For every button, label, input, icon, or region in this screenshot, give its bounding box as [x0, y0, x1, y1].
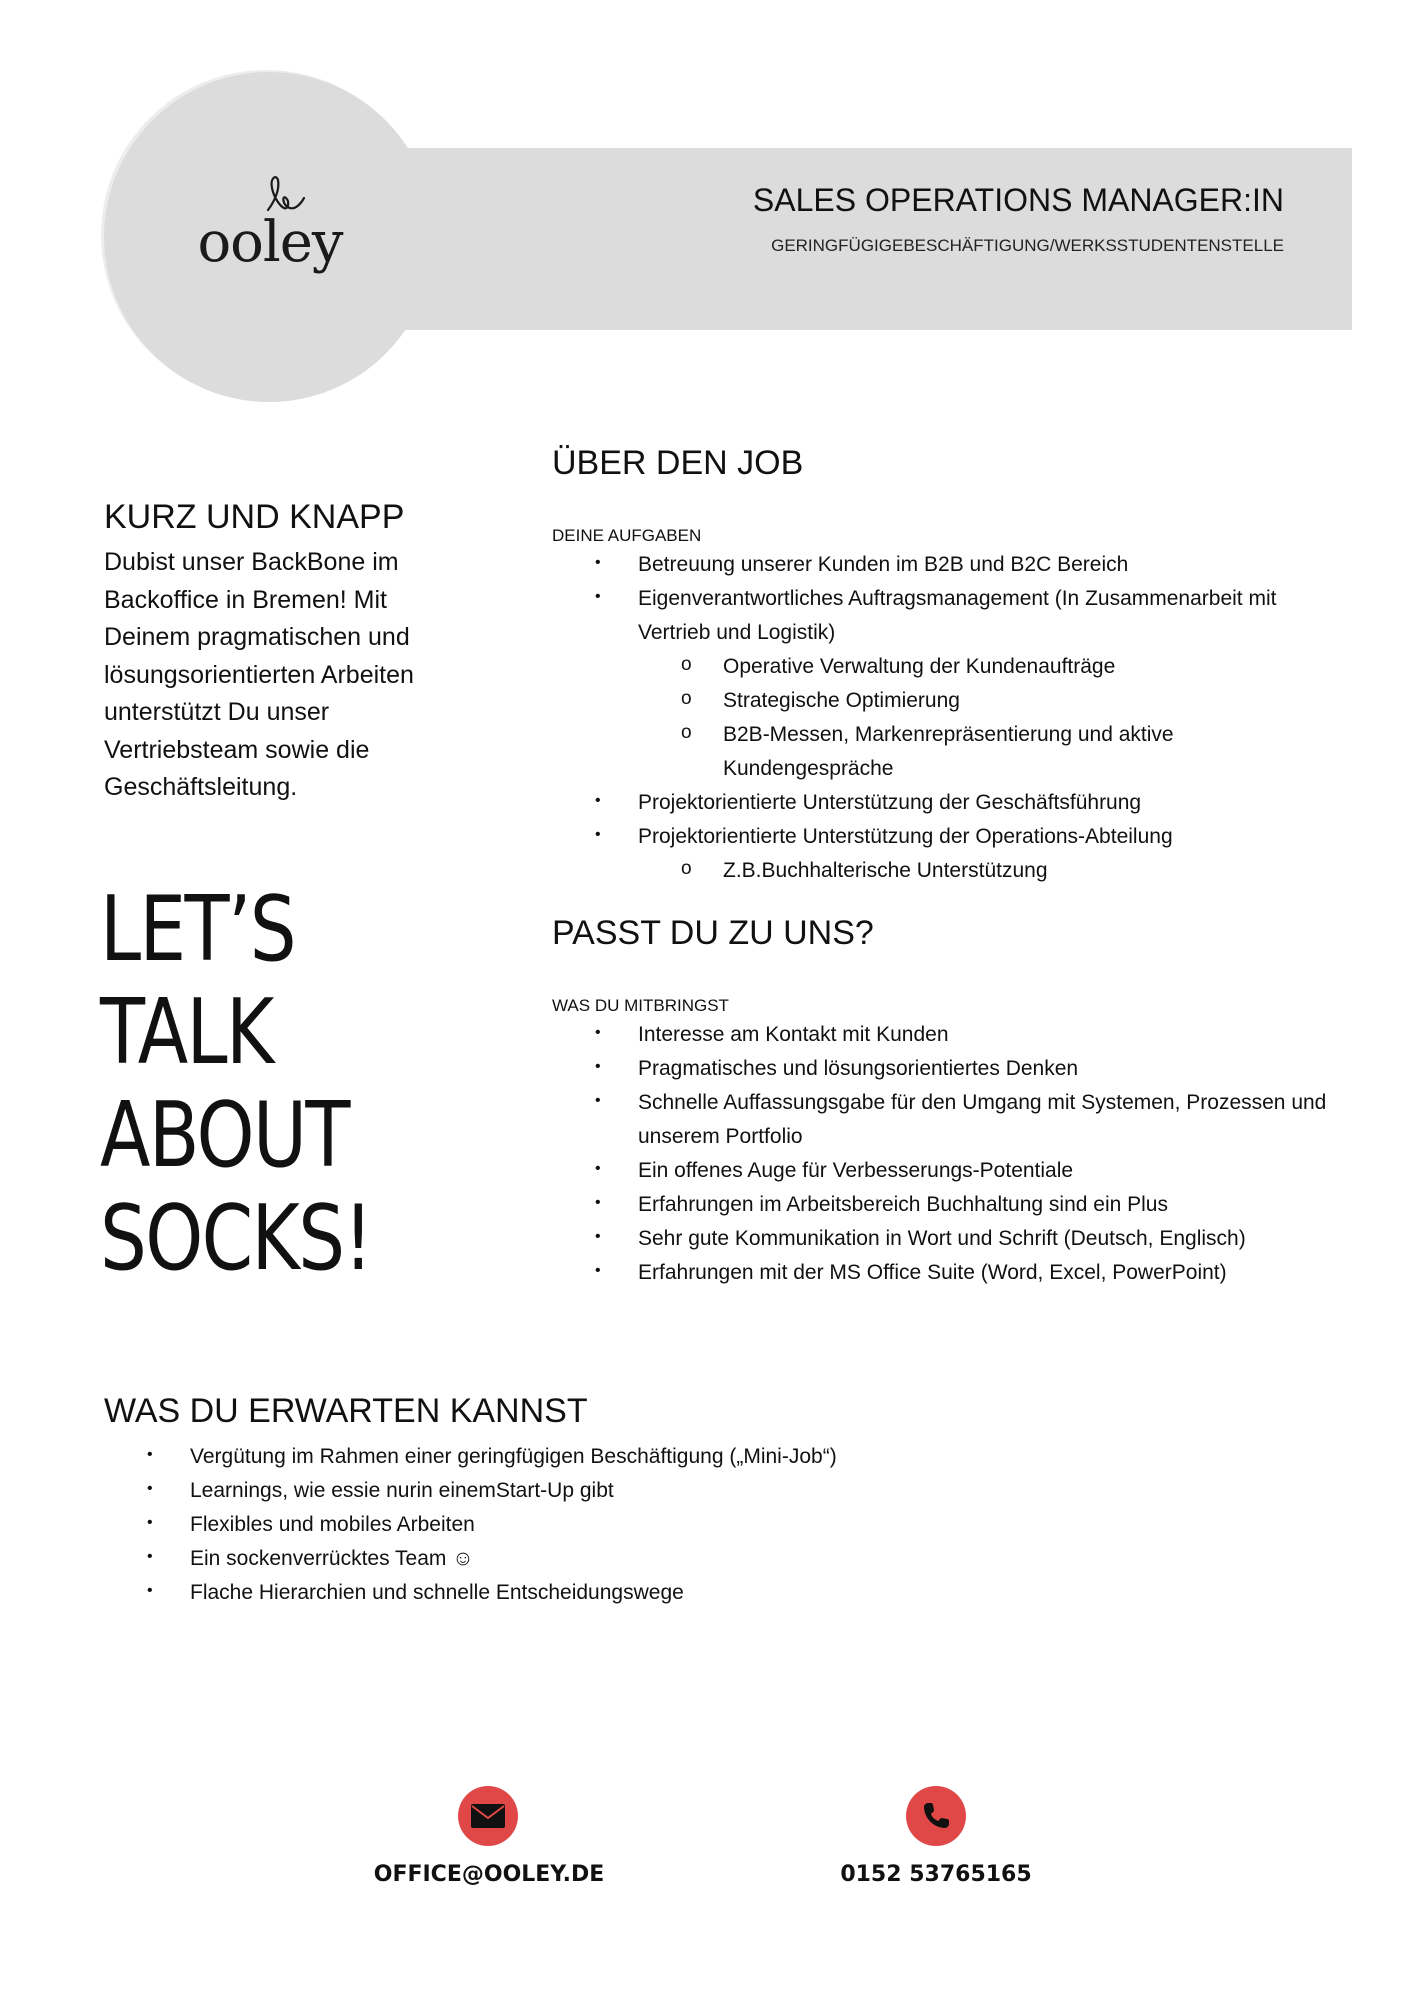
bullet-icon: •	[595, 792, 601, 809]
intro-heading: KURZ UND KNAPP	[104, 498, 405, 536]
list-item-text: Learnings, wie essie nurin einemStart-Up gibt	[190, 1479, 614, 1502]
list-item-text: Ein offenes Auge für Verbesserungs-Potentiale	[638, 1159, 1074, 1182]
list-item	[595, 582, 1338, 650]
bullet-icon: •	[595, 1160, 601, 1177]
slogan-line: LET’S	[100, 877, 295, 982]
fit-subheading: WAS DU MITBRINGST	[552, 996, 729, 1015]
sub-bullet-icon: o	[681, 688, 692, 709]
bullet-icon: •	[147, 1514, 153, 1531]
slogan-line: SOCKS!	[100, 1186, 372, 1291]
list-item	[595, 786, 1338, 820]
list-item-text: Sehr gute Kommunikation in Wort und Schrift (Deutsch, Englisch)	[638, 1227, 1246, 1250]
list-item	[147, 1542, 1090, 1576]
bullet-icon: •	[147, 1582, 153, 1599]
bullet-icon: •	[147, 1480, 153, 1497]
list-item-text: Interesse am Kontakt mit Kunden	[638, 1023, 949, 1046]
email-link[interactable]: OFFICE@OOLEY.DE	[373, 1862, 605, 1887]
list-item-text: Erfahrungen mit der MS Office Suite (Word, Excel, PowerPoint)	[638, 1261, 1227, 1284]
list-item	[638, 854, 1338, 888]
slogan-line: TALK	[100, 980, 273, 1085]
list-item-text: Erfahrungen im Arbeitsbereich Buchhaltung sind ein Plus	[638, 1193, 1168, 1216]
bullet-icon: •	[595, 826, 601, 843]
bullet-icon: •	[595, 1228, 601, 1245]
slogan-line: ABOUT	[100, 1083, 349, 1188]
list-item-text: Betreuung unserer Kunden im B2B und B2C Bereich	[638, 553, 1129, 576]
bullet-icon: •	[595, 1262, 601, 1279]
list-item-text: Vergütung im Rahmen einer geringfügigen Beschäftigung („Mini-Job“)	[190, 1445, 837, 1468]
sub-bullet-icon: o	[681, 722, 692, 743]
list-item-text: Flache Hierarchien und schnelle Entscheidungswege	[190, 1581, 684, 1604]
list-item	[595, 1222, 1358, 1256]
bullet-icon: •	[595, 1024, 601, 1041]
bullet-icon: •	[147, 1548, 153, 1565]
list-item-text: Strategische Optimierung	[723, 689, 960, 712]
list-item-text: Projektorientierte Unterstützung der Operations-Abteilung	[638, 825, 1173, 848]
fit-heading: PASST DU ZU UNS?	[552, 914, 874, 952]
list-item-text: Eigenverantwortliches Auftragsmanagement (In Zusammenarbeit mit Vertrieb und Logistik)	[638, 587, 1277, 644]
email-link-icon[interactable]	[458, 1786, 518, 1846]
list-item	[638, 718, 1263, 786]
job-subheading: DEINE AUFGABEN	[552, 526, 702, 545]
list-item-text: Projektorientierte Unterstützung der Geschäftsführung	[638, 791, 1142, 814]
logo-text: ooley	[197, 210, 343, 275]
list-item	[595, 1154, 1358, 1188]
list-item	[638, 650, 1338, 684]
phone-icon	[920, 1800, 952, 1832]
list-item	[595, 1256, 1358, 1290]
list-item	[595, 1052, 1358, 1086]
list-item-text: Schnelle Auffassungsgabe für den Umgang mit Systemen, Prozessen und unserem Portfolio	[638, 1091, 1327, 1148]
list-item	[147, 1474, 1090, 1508]
job-heading: ÜBER DEN JOB	[552, 444, 804, 482]
bullet-icon: •	[595, 588, 601, 605]
list-item-text: Flexibles und mobiles Arbeiten	[190, 1513, 475, 1536]
sub-bullet-icon: o	[681, 654, 692, 675]
job-title: SALES OPERATIONS MANAGER:IN	[752, 182, 1284, 218]
list-item-text: Ein sockenverrücktes Team ☺	[190, 1547, 474, 1570]
phone-number-link[interactable]: 0152 53765165	[840, 1862, 1032, 1887]
list-item-text: Pragmatisches und lösungsorientiertes Denken	[638, 1057, 1079, 1080]
list-item	[595, 1018, 1358, 1052]
list-item-text: Operative Verwaltung der Kundenaufträge	[723, 655, 1116, 678]
envelope-icon	[470, 1803, 506, 1829]
sub-bullet-icon: o	[681, 858, 692, 879]
list-item	[147, 1508, 1090, 1542]
bullet-icon: •	[595, 1058, 601, 1075]
phone-link-icon[interactable]	[906, 1786, 966, 1846]
slogan	[100, 878, 371, 1290]
job-task-list	[595, 548, 1338, 888]
list-item	[147, 1576, 1090, 1610]
list-item	[638, 684, 1338, 718]
job-subtitle: GERINGFÜGIGEBESCHÄFTIGUNG/WERKSSTUDENTENSTELLE	[771, 236, 1284, 255]
bullet-icon: •	[595, 554, 601, 571]
list-item	[595, 1188, 1358, 1222]
list-item-text: B2B-Messen, Markenrepräsentierung und aktive Kundengespräche	[723, 723, 1174, 780]
bullet-icon: •	[595, 1092, 601, 1109]
list-item	[595, 820, 1338, 854]
intro-text: Dubist unser BackBone im Backoffice in Bremen! Mit Deinem pragmatischen und lösungsorientierten Arbeiten unterstützt Du unser Vertriebsteam sowie die Geschäftsleitung.	[104, 548, 414, 801]
bullet-icon: •	[147, 1446, 153, 1463]
expect-heading: WAS DU ERWARTEN KANNST	[104, 1392, 588, 1430]
list-item	[595, 1086, 1358, 1154]
benefits-list	[147, 1440, 1090, 1610]
list-item	[595, 548, 1338, 582]
requirements-list	[595, 1018, 1358, 1290]
bullet-icon: •	[595, 1194, 601, 1211]
list-item	[147, 1440, 1090, 1474]
list-item-text: Z.B.Buchhalterische Unterstützung	[723, 859, 1048, 882]
